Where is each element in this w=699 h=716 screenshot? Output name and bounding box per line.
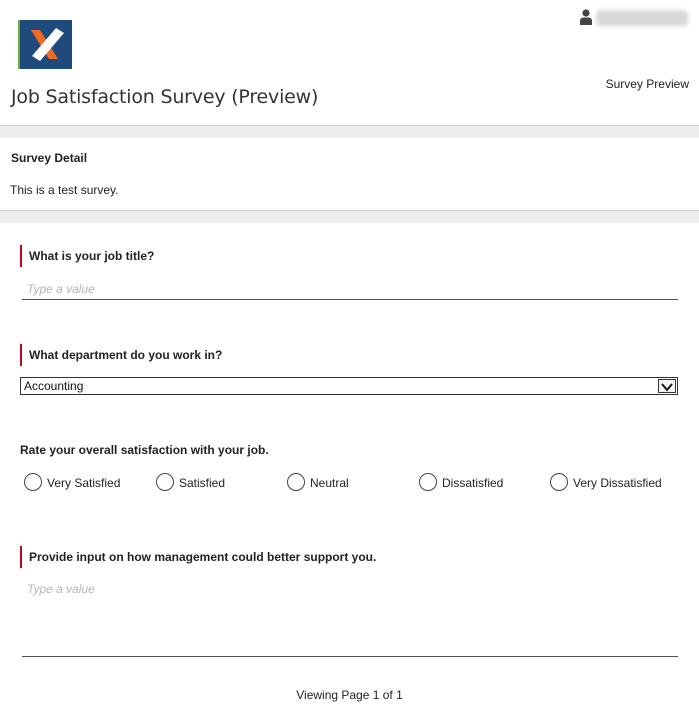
radio-label: Very Satisfied [47,476,121,490]
header-divider [0,125,699,138]
user-icon [580,9,592,25]
radio-button[interactable] [24,473,42,491]
radio-label: Dissatisfied [442,476,504,490]
radio-label: Satisfied [179,476,226,490]
department-selected-value: Accounting [24,379,84,393]
radio-button[interactable] [550,473,568,491]
question-label: What department do you work in? [20,344,678,366]
question-label: Provide input on how management could better support you. [20,546,678,568]
chevron-down-icon[interactable] [658,379,676,393]
survey-detail-panel [0,138,699,210]
question-management-support [20,546,678,568]
pagination-text: Viewing Page 1 of 1 [296,688,403,702]
management-support-textarea[interactable] [22,579,678,657]
survey-detail-title: Survey Detail [11,151,88,165]
question-satisfaction [20,439,678,490]
radio-button[interactable] [156,473,174,491]
brand-logo [20,20,72,69]
radio-label: Very Dissatisfied [573,476,662,490]
job-title-input[interactable] [22,278,678,300]
radio-button[interactable] [419,473,437,491]
user-name [596,10,688,26]
detail-divider [0,210,699,223]
question-department [20,344,678,393]
radio-label: Neutral [310,476,349,490]
page-title: Job Satisfaction Survey (Preview) [11,86,319,108]
question-label: Rate your overall satisfaction with your job. [20,443,269,457]
logo-x-icon [20,20,72,69]
survey-preview-label: Survey Preview [605,77,689,91]
satisfaction-radio-group [24,473,678,493]
question-label: What is your job title? [20,245,678,267]
header [0,0,699,126]
department-select[interactable] [20,377,678,395]
survey-detail-text: This is a test survey. [10,183,119,197]
question-job-title [20,245,678,267]
radio-button[interactable] [287,473,305,491]
